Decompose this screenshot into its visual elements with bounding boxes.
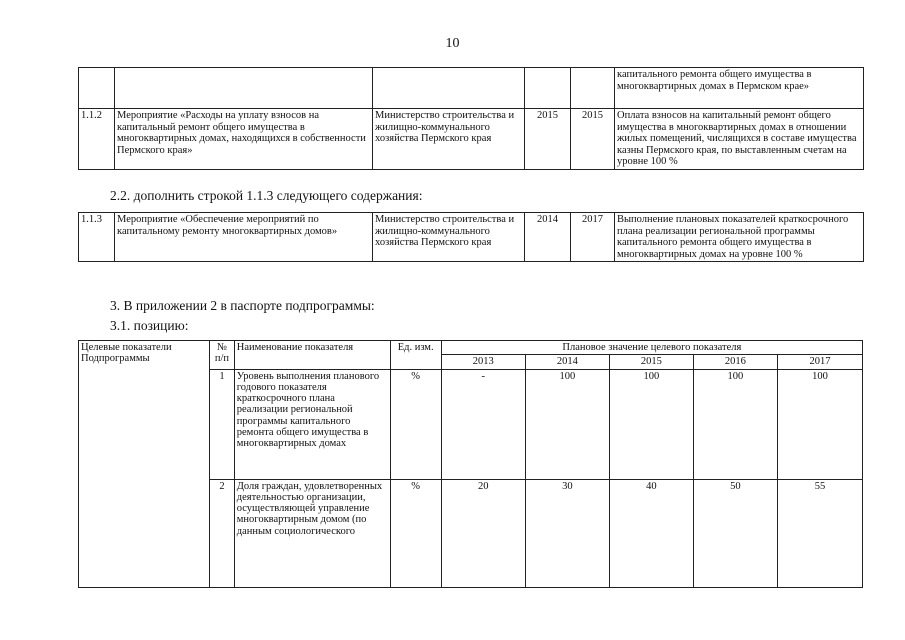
year-header: 2017 bbox=[777, 355, 862, 369]
activities-table-top bbox=[78, 67, 864, 170]
paragraph-3: 3. В приложении 2 в паспорте подпрограммы: bbox=[110, 298, 375, 313]
activities-table-new-row bbox=[78, 212, 864, 262]
year-header: 2015 bbox=[609, 355, 693, 369]
end-year: 2017 bbox=[571, 213, 615, 262]
name-header: Наименование показателя bbox=[234, 341, 390, 370]
table-cell bbox=[571, 68, 615, 109]
table-row bbox=[79, 68, 864, 109]
row-number: 1 bbox=[210, 369, 235, 479]
start-year: 2014 bbox=[525, 213, 571, 262]
value-2016: 100 bbox=[693, 369, 777, 479]
year-header: 2014 bbox=[525, 355, 609, 369]
header-row bbox=[79, 341, 863, 355]
activity-name: Мероприятие «Расходы на уплату взносов на капитальный ремонт общего имущества в многоквартирных домах, находящихся в собственности Пермского края» bbox=[115, 109, 373, 170]
table-row bbox=[79, 109, 864, 170]
table-cell bbox=[525, 68, 571, 109]
row-number: 1.1.2 bbox=[79, 109, 115, 170]
indicator-name: Доля граждан, удовлетворенных деятельностью организации, осуществляющей управление многоквартирным домом (по данным социологического bbox=[234, 479, 390, 587]
paragraph-3-1: 3.1. позицию: bbox=[110, 318, 189, 333]
executor: Министерство строительства и жилищно-коммунального хозяйства Пермского края bbox=[373, 213, 525, 262]
value-2013: 20 bbox=[441, 479, 525, 587]
year-header: 2016 bbox=[693, 355, 777, 369]
result-cell: Оплата взносов на капитальный ремонт общего имущества в многоквартирных домах в отношении жилых помещений, числящихся в составе имущества казны Пермского края, по выставленным счетам на уровне 100 % bbox=[615, 109, 864, 170]
plan-header: Плановое значение целевого показателя bbox=[441, 341, 862, 355]
result-cell: капитального ремонта общего имущества в многоквартирных домах в Пермском крае» bbox=[615, 68, 864, 109]
page-number: 10 bbox=[445, 36, 460, 51]
table-cell bbox=[79, 68, 115, 109]
start-year: 2015 bbox=[525, 109, 571, 170]
activity-name: Мероприятие «Обеспечение мероприятий по капитальному ремонту многоквартирных домов» bbox=[115, 213, 373, 262]
value-2015: 100 bbox=[609, 369, 693, 479]
row-number: 2 bbox=[210, 479, 235, 587]
value-2014: 30 bbox=[525, 479, 609, 587]
value-2017: 55 bbox=[777, 479, 862, 587]
row-number: 1.1.3 bbox=[79, 213, 115, 262]
num-header: № п/п bbox=[210, 341, 235, 370]
table-cell bbox=[115, 68, 373, 109]
unit: % bbox=[390, 369, 441, 479]
target-indicators-table bbox=[78, 340, 863, 588]
target-label: Целевые показатели Подпрограммы bbox=[79, 341, 210, 588]
unit: % bbox=[390, 479, 441, 587]
year-header: 2013 bbox=[441, 355, 525, 369]
value-2014: 100 bbox=[525, 369, 609, 479]
end-year: 2015 bbox=[571, 109, 615, 170]
table-cell bbox=[373, 68, 525, 109]
table-row bbox=[79, 213, 864, 262]
value-2015: 40 bbox=[609, 479, 693, 587]
unit-header: Ед. изм. bbox=[390, 341, 441, 370]
executor: Министерство строительства и жилищно-коммунального хозяйства Пермского края bbox=[373, 109, 525, 170]
value-2016: 50 bbox=[693, 479, 777, 587]
value-2013: - bbox=[441, 369, 525, 479]
paragraph-2-2: 2.2. дополнить строкой 1.1.3 следующего содержания: bbox=[110, 188, 423, 203]
indicator-name: Уровень выполнения планового годового показателя краткосрочного плана реализации региональной программы капитального ремонта общего имущества в многоквартирных домах bbox=[234, 369, 390, 479]
result-cell: Выполнение плановых показателей краткосрочного плана реализации региональной программы капитального ремонта общего имущества в многоквартирных домах на уровне 100 % bbox=[615, 213, 864, 262]
value-2017: 100 bbox=[777, 369, 862, 479]
